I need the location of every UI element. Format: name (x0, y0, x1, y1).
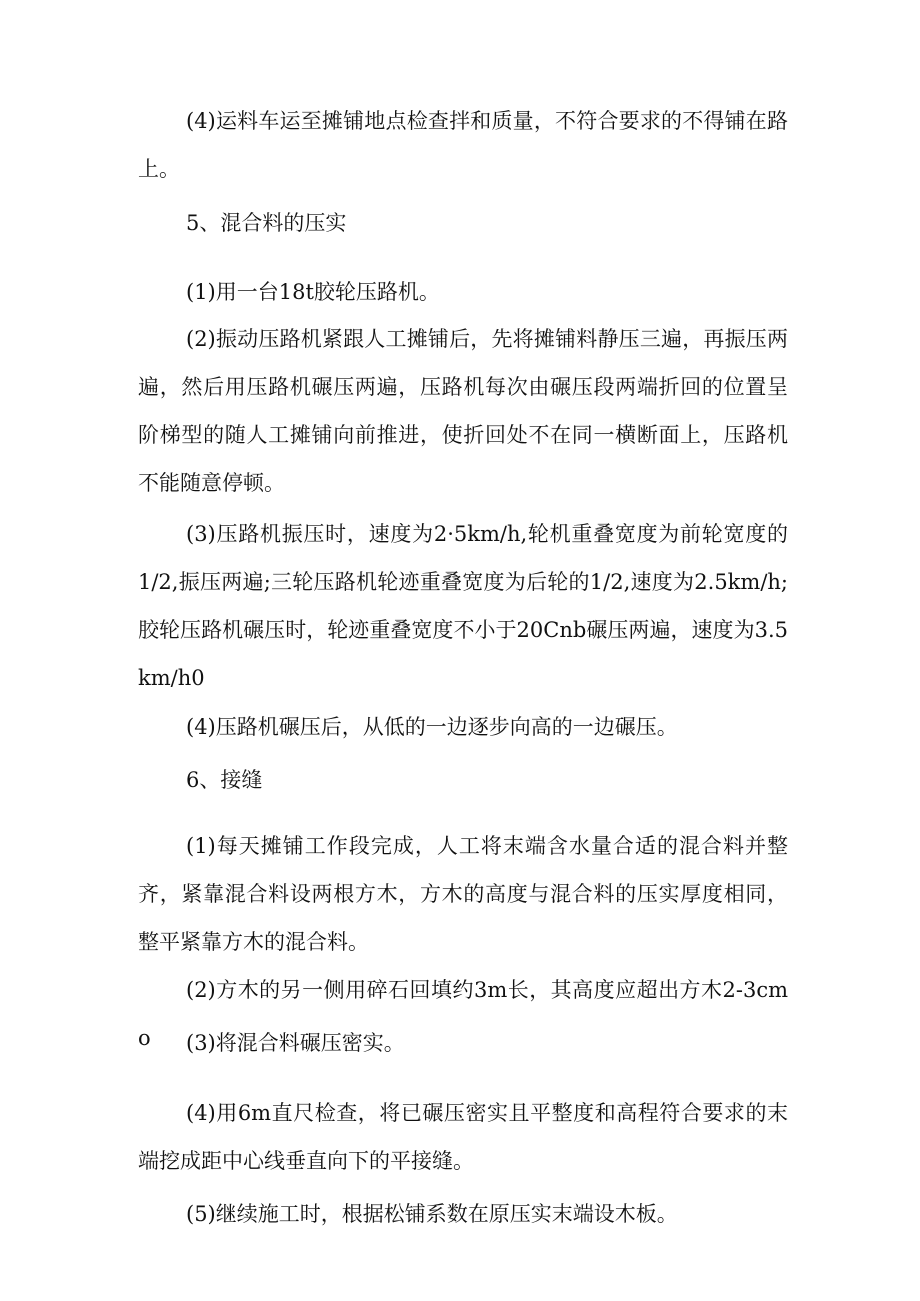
paragraph-joints-2: (2)方木的另一侧用碎石回填约3m长，其高度应超出方木2-3cmo (138, 978, 788, 1050)
section-heading-compaction: 5、混合料的压实 (186, 211, 347, 235)
paragraph-compaction-2: (2)振动压路机紧跟人工摊铺后，先将摊铺料静压三遍，再振压两遍，然后用压路机碾压两遍，压路机每次由碾压段两端折回的位置呈阶梯型的随人工摊铺向前推进，使折回处不在同一横断面上，压路机不能随意停顿。 (138, 327, 788, 495)
paragraph-joints-1: (1)每天摊铺工作段完成，人工将末端含水量合适的混合料并整齐，紧靠混合料设两根方木，方木的高度与混合料的压实厚度相同，整平紧靠方木的混合料。 (138, 834, 788, 954)
paragraph-joints-4: (4)用6m直尺检查，将已碾压密实且平整度和高程符合要求的末端挖成距中心线垂直向下的平接缝。 (138, 1101, 788, 1173)
paragraph-compaction-3: (3)压路机振压时，速度为2·5km∕h,轮机重叠宽度为前轮宽度的1/2,振压两遍;三轮压路机轮迹重叠宽度为后轮的1/2,速度为2.5km∕h;胶轮压路机碾压时，轮迹重叠宽度不小于20Cnb碾压两遍，速度为3.5km∕h0 (138, 522, 788, 690)
paragraph-compaction-1: (1)用一台18t胶轮压路机。 (186, 280, 440, 304)
paragraph-joints-3: (3)将混合料碾压密实。 (186, 1031, 405, 1055)
paragraph-compaction-4: (4)压路机碾压后，从低的一边逐步向高的一边碾压。 (186, 715, 678, 739)
paragraph-joints-5: (5)继续施工时，根据松铺系数在原压实末端设木板。 (186, 1202, 678, 1226)
paragraph-transport-check: (4)运料车运至摊铺地点检查拌和质量，不符合要求的不得铺在路上。 (138, 109, 788, 181)
section-heading-joints: 6、接缝 (186, 768, 263, 792)
